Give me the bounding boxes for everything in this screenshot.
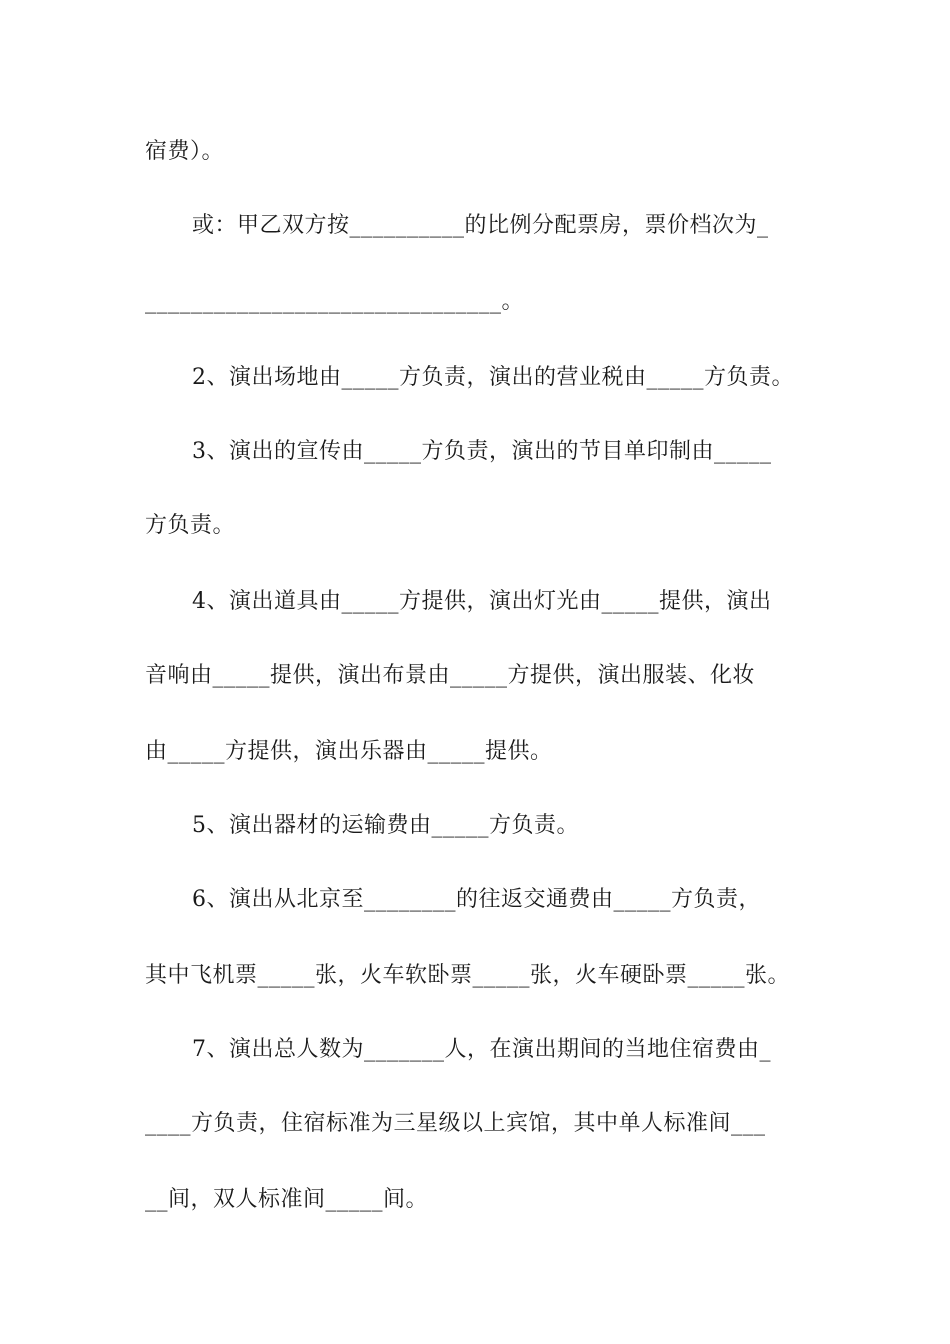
text-line-1: 宿费）。 — [145, 139, 225, 164]
text-line-12: 其中飞机票_____张，火车软卧票_____张，火车硬卧票_____张。 — [145, 963, 791, 988]
text-line-2: 或：甲乙双方按__________的比例分配票房，票价档次为_ — [192, 213, 769, 238]
text-line-5: 3、演出的宣传由_____方负责，演出的节目单印制由_____ — [192, 439, 772, 464]
text-line-3: _______________________________。 — [145, 289, 525, 314]
text-line-15: __间，双人标准间_____间。 — [145, 1187, 429, 1212]
text-line-9: 由_____方提供，演出乐器由_____提供。 — [145, 739, 553, 764]
text-line-10: 5、演出器材的运输费由_____方负责。 — [192, 813, 579, 838]
text-line-7: 4、演出道具由_____方提供，演出灯光由_____提供，演出 — [192, 589, 772, 614]
text-line-4: 2、演出场地由_____方负责，演出的营业税由_____方负责。 — [192, 365, 794, 390]
text-line-13: 7、演出总人数为_______人，在演出期间的当地住宿费由_ — [192, 1037, 771, 1062]
text-line-11: 6、演出从北京至________的往返交通费由_____方负责， — [192, 887, 761, 912]
text-line-14: ____方负责，住宿标准为三星级以上宾馆，其中单人标准间___ — [145, 1111, 766, 1136]
text-line-8: 音响由_____提供，演出布景由_____方提供，演出服装、化妆 — [145, 663, 756, 688]
text-line-6: 方负责。 — [145, 513, 236, 538]
